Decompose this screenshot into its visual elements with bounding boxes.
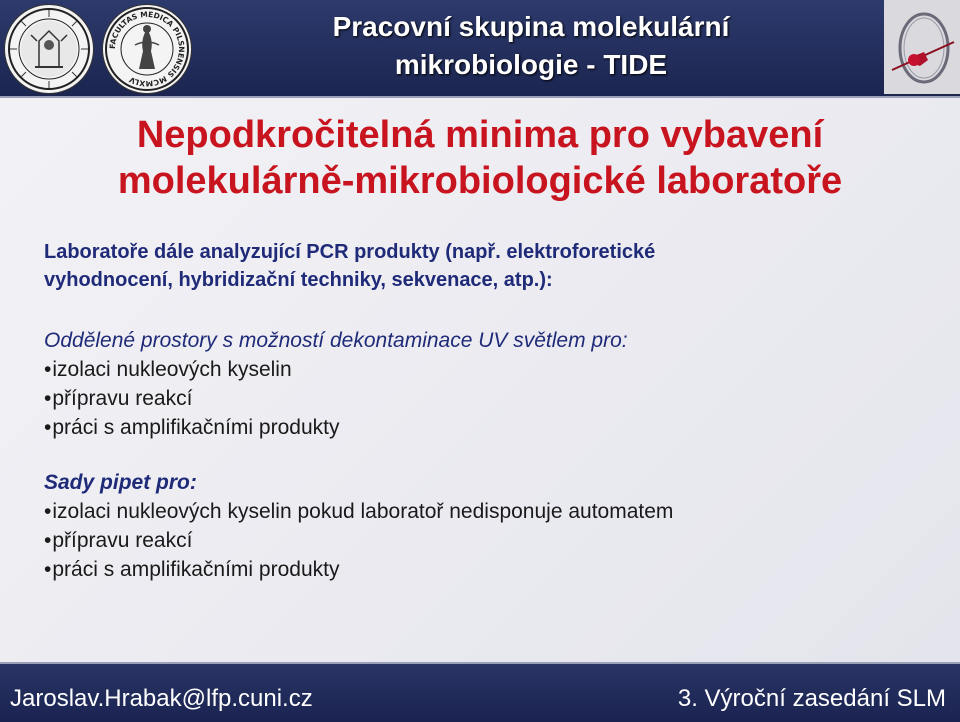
tide-logo [884, 0, 960, 94]
faculty-seal-icon [103, 5, 191, 93]
list-item: • přípravu reakcí [44, 384, 934, 413]
pipette-sets-heading: Sady pipet pro: [44, 471, 197, 494]
slide-subtitle-line1: Laboratoře dále analyzující PCR produkty (např. elektroforetické [44, 241, 656, 263]
slide-subtitle-line2: vyhodnocení, hybridizační techniky, sekvenace, atp.): [44, 269, 553, 291]
list-item: • izolaci nukleových kyselin pokud laboratoř nedisponuje automatem [44, 497, 934, 526]
header-title-line1: Pracovní skupina molekulární [332, 11, 730, 42]
faculty-seal-logo [102, 4, 192, 94]
university-seal-icon [5, 5, 93, 93]
slide-title [30, 112, 930, 204]
slide-footer [0, 662, 960, 722]
slide-title-line2: molekulárně-mikrobiologické laboratoře [117, 160, 843, 202]
slide-content [0, 98, 960, 662]
list-item: • práci s amplifikačními produkty [44, 555, 934, 584]
list-item: • práci s amplifikačními produkty [44, 413, 934, 442]
header-title-line2: mikrobiologie - TIDE [394, 49, 668, 80]
university-seal-logo [4, 4, 94, 94]
footer-event: 3. Výroční zasedání SLM [677, 685, 946, 712]
header-title [296, 8, 766, 84]
tide-logo-icon [884, 0, 960, 94]
slide-header [0, 0, 960, 98]
uv-rooms-section [44, 326, 934, 442]
list-item: • přípravu reakcí [44, 526, 934, 555]
pipette-sets-section [44, 468, 934, 584]
slide-title-line1: Nepodkročitelná minima pro vybavení [136, 114, 824, 156]
seal-text: FACULTAS MEDICA PILSNENSIS MCMXLV [107, 9, 187, 89]
uv-rooms-heading: Oddělené prostory s možností dekontaminace UV světlem pro: [44, 329, 628, 352]
list-item: • izolaci nukleových kyselin [44, 355, 934, 384]
slide-subtitle [44, 238, 924, 294]
footer-email: Jaroslav.Hrabak@lfp.cuni.cz [10, 685, 313, 712]
